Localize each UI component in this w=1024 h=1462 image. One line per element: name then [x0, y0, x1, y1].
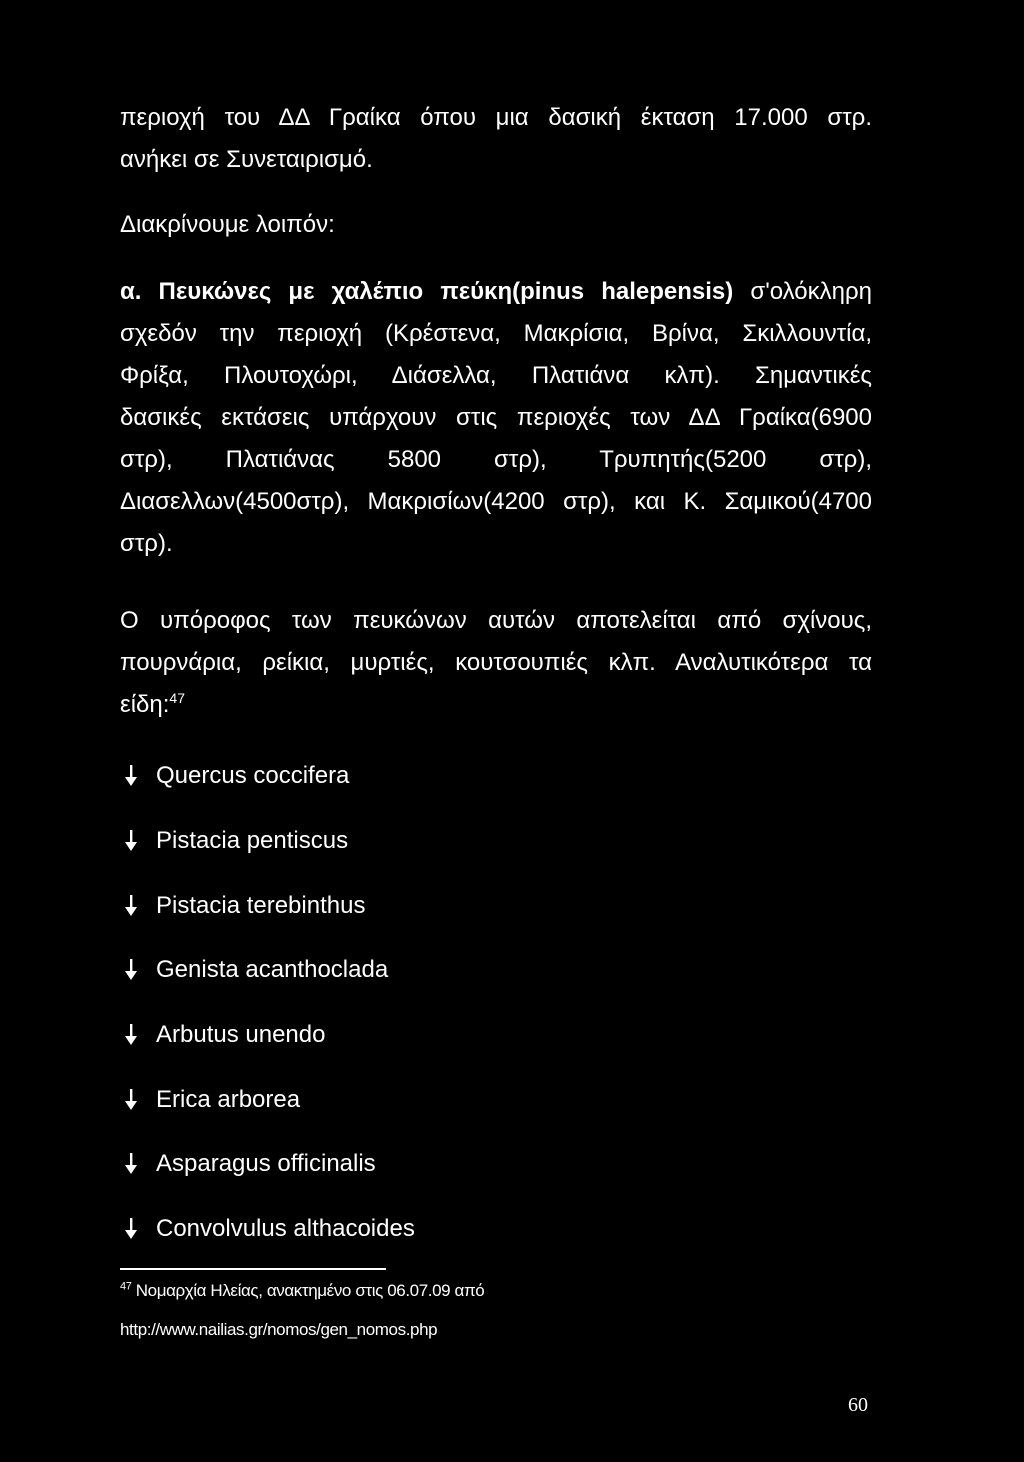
- section-a-line-4: δασικές εκτάσεις υπάρχουν στις περιοχές των ΔΔ Γραίκα(6900: [120, 404, 872, 431]
- paragraph-1: [120, 97, 872, 181]
- footnote-separator: [120, 1268, 386, 1270]
- species-item: [124, 1132, 415, 1197]
- species-item: [124, 873, 415, 938]
- species-name: Pistacia terebinthus: [156, 891, 366, 919]
- species-name: Arbutus unendo: [156, 1021, 326, 1049]
- species-name: Quercus coccifera: [156, 762, 350, 790]
- species-name: Asparagus officinalis: [156, 1150, 376, 1178]
- section-a-line-1-rest: σ'ολόκληρη: [733, 278, 873, 305]
- species-name: Erica arborea: [156, 1085, 301, 1113]
- paragraph-2-line-1: Ο υπόροφος των πευκώνων αυτών αποτελείται από σχίνους,: [120, 607, 872, 634]
- footnote-text: Νομαρχία Ηλείας, ανακτημένο στις 06.07.09 από: [131, 1281, 485, 1300]
- section-a-label: α. Πευκώνες με χαλέπιο πεύκη(pinus halepensis): [120, 278, 734, 305]
- species-item: [124, 744, 415, 809]
- paragraph-2-line-2: πουρνάρια, ρείκια, μυρτιές, κουτσουπιές κλπ. Αναλυτικότερα τα: [120, 649, 872, 676]
- section-a-line-5: στρ), Πλατιάνας 5800 στρ), Τρυπητής(5200 στρ),: [120, 446, 872, 473]
- footnote-url: http://www.nailias.gr/nomos/gen_nomos.php: [120, 1320, 438, 1339]
- arrow-down-icon: [124, 1089, 138, 1111]
- paragraph-2: [120, 600, 872, 726]
- species-item: [124, 1003, 415, 1068]
- arrow-down-icon: [124, 765, 138, 787]
- paragraph-2-line-3-text: είδη:: [120, 691, 170, 718]
- footnote-number: 47: [120, 1280, 132, 1293]
- footnote-line-1: [120, 1281, 484, 1301]
- species-list: [124, 744, 415, 1262]
- species-item: [124, 1067, 415, 1132]
- footnote-reference: 47: [169, 690, 185, 706]
- section-a-line-7: στρ).: [120, 530, 173, 557]
- arrow-down-icon: [124, 1153, 138, 1175]
- paragraph-1-line-2: ανήκει σε Συνεταιρισμό.: [120, 146, 373, 173]
- section-a-line-2: σχεδόν την περιοχή (Κρέστενα, Μακρίσια, Βρίνα, Σκιλλουντία,: [120, 320, 872, 347]
- intro-text: Διακρίνουμε λοιπόν:: [120, 211, 335, 238]
- species-name: Genista acanthoclada: [156, 956, 389, 984]
- section-a-line-6: Διασελλων(4500στρ), Μακρισίων(4200 στρ), και Κ. Σαμικού(4700: [120, 488, 872, 515]
- paragraph-2-line-3: [120, 684, 872, 726]
- arrow-down-icon: [124, 830, 138, 852]
- species-name: Pistacia pentiscus: [156, 827, 349, 855]
- arrow-down-icon: [124, 1024, 138, 1046]
- arrow-down-icon: [124, 959, 138, 981]
- section-a-line-3: Φρίξα, Πλουτοχώρι, Διάσελλα, Πλατιάνα κλπ). Σημαντικές: [120, 362, 872, 389]
- arrow-down-icon: [124, 1218, 138, 1240]
- page-number: 60: [848, 1394, 868, 1416]
- section-a-line-1: [120, 271, 872, 313]
- species-item: [124, 809, 415, 874]
- section-a: [120, 271, 872, 565]
- arrow-down-icon: [124, 895, 138, 917]
- species-item: [124, 1197, 415, 1262]
- paragraph-1-line-1: περιοχή του ΔΔ Γραίκα όπου μια δασική έκταση 17.000 στρ.: [120, 104, 872, 131]
- species-name: Convolvulus althacoides: [156, 1215, 415, 1243]
- species-item: [124, 938, 415, 1003]
